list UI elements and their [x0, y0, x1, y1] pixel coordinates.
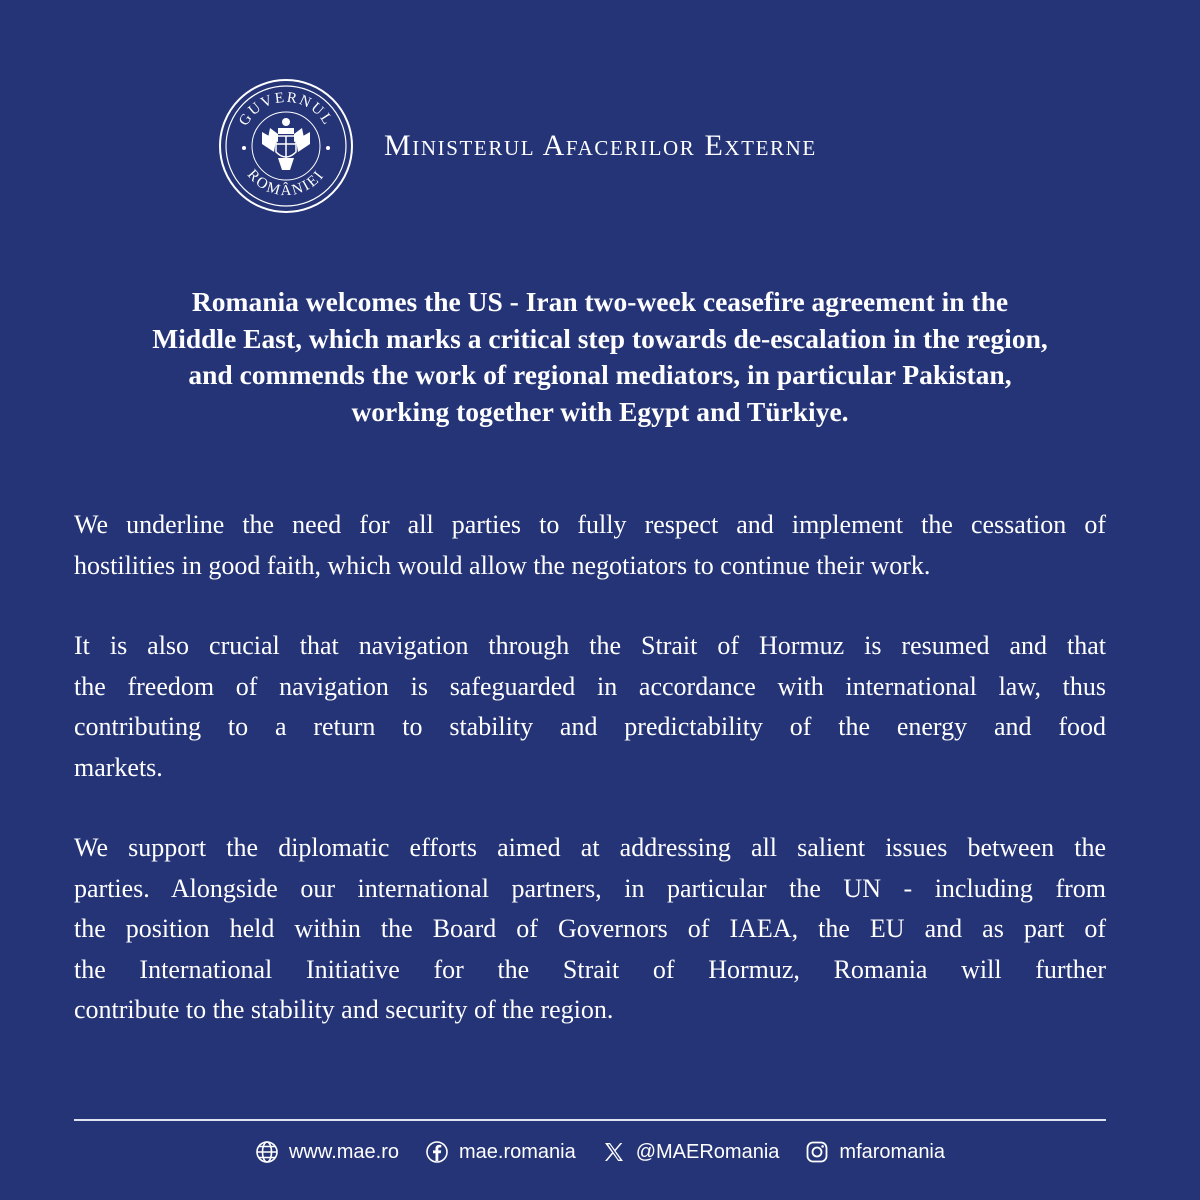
instagram-link[interactable]: [805, 1140, 945, 1164]
paragraph-line: It is also crucial that navigation through the Strait of Hormuz is resumed and that: [74, 631, 1106, 660]
paragraph-line: parties. Alongside our international partners, in particular the UN - including from: [74, 873, 1106, 903]
header: [218, 78, 817, 214]
instagram-label: mfaromania: [839, 1140, 946, 1163]
paragraph-line: the position held within the Board of Governors of IAEA, the EU and as part of: [74, 914, 1106, 943]
footer-social-links: [0, 1134, 1200, 1170]
facebook-icon: [425, 1140, 449, 1164]
paragraph-line: the International Initiative for the Strait of Hormuz, Romania will further: [74, 954, 1106, 984]
x-label: @MAERomania: [635, 1140, 780, 1163]
paragraph-strait-of-hormuz: [74, 626, 1106, 788]
globe-icon: [255, 1140, 279, 1164]
seal-top-text: GUVERNUL: [236, 89, 337, 129]
seal-bottom-text: ROMÂNIEI: [243, 166, 329, 200]
paragraph-line: We underline the need for all parties to fully respect and implement the cessation of: [74, 510, 1106, 539]
facebook-label: mae.romania: [459, 1140, 576, 1163]
paragraph-line: We support the diplomatic efforts aimed at addressing all salient issues between the: [74, 833, 1106, 862]
lead-line: and commends the work of regional mediators, in particular Pakistan,: [188, 359, 1012, 390]
paragraph-line: the freedom of navigation is safeguarded in accordance with international law, thus: [74, 671, 1106, 701]
paragraph-ceasefire-respect: [74, 505, 1106, 586]
lead-line: Middle East, which marks a critical step towards de-escalation in the region,: [152, 322, 1048, 354]
paragraph-line: contribute to the stability and security of the region.: [74, 995, 614, 1024]
paragraph-line: contributing to a return to stability and predictability of the energy and food: [74, 712, 1106, 741]
paragraph-line: markets.: [74, 752, 163, 782]
footer-divider: [74, 1119, 1106, 1121]
lead-line: Romania welcomes the US - Iran two-week ceasefire agreement in the: [191, 286, 1009, 317]
website-link[interactable]: [255, 1140, 399, 1164]
svg-text:ROMÂNIEI: [244, 167, 328, 199]
ministry-name: Ministerul Afacerilor Externe: [384, 129, 817, 162]
instagram-icon: [805, 1140, 829, 1164]
x-icon: [602, 1140, 626, 1164]
lead-line: working together with Egypt and Türkiye.: [351, 395, 849, 427]
facebook-link[interactable]: [425, 1140, 576, 1164]
lead-statement: [60, 284, 1140, 430]
x-link[interactable]: [602, 1140, 780, 1164]
website-label: www.mae.ro: [288, 1140, 399, 1163]
paragraph-diplomatic-efforts: [74, 828, 1106, 1031]
government-seal: [218, 78, 354, 214]
coat-of-arms-icon: [218, 78, 354, 214]
paragraph-line: hostilities in good faith, which would allow the negotiators to continue their work.: [74, 550, 931, 580]
statement-body: [74, 505, 1106, 1071]
